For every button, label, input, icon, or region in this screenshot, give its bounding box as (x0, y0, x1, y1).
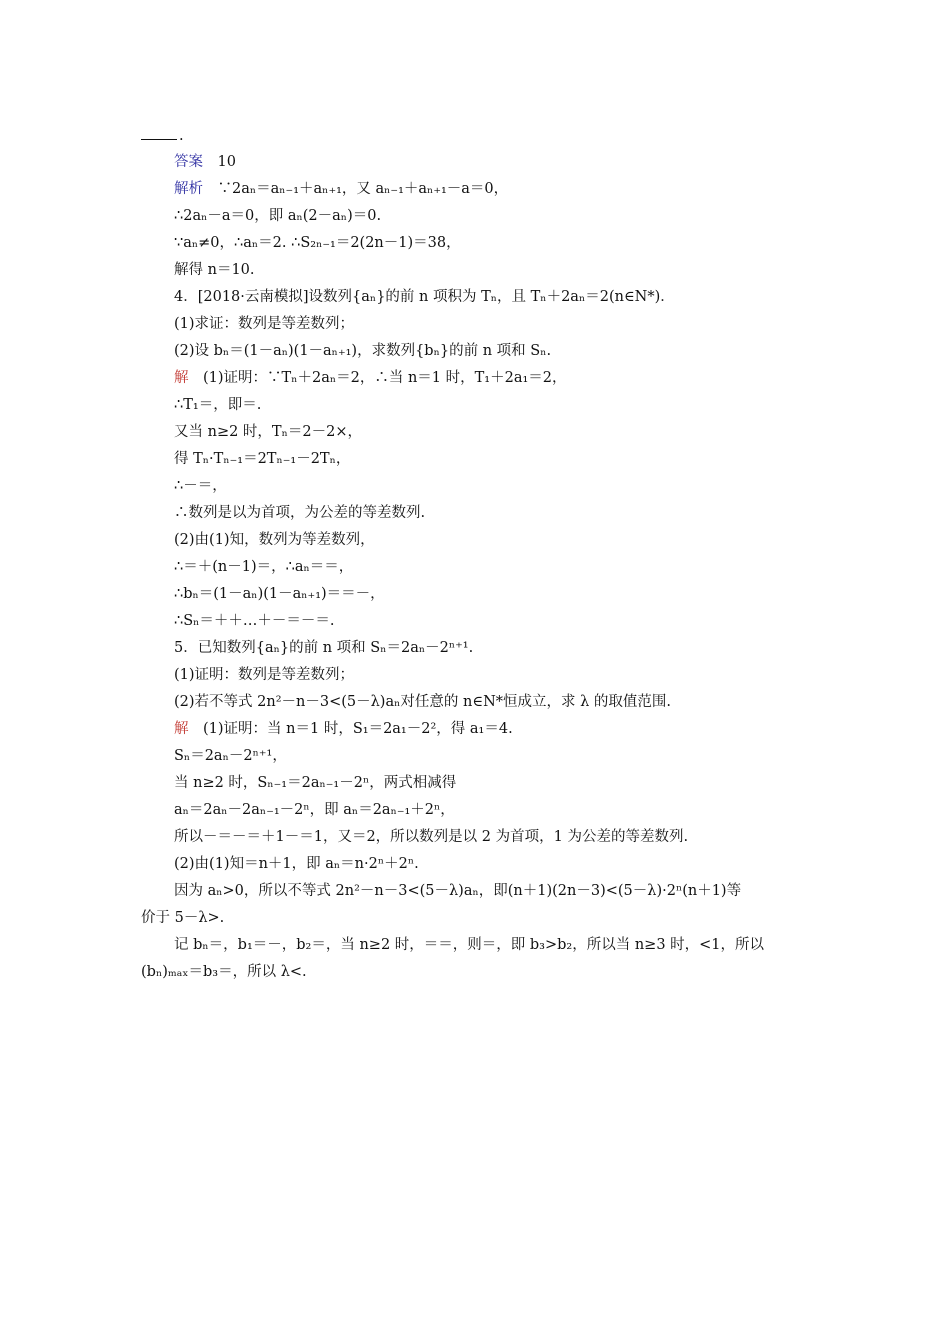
line-text: (1)证明：当 n＝1 时，S₁＝2a₁－2²，得 a₁＝4. (188, 721, 513, 737)
answer-blank (141, 127, 177, 140)
text-line (174, 854, 419, 874)
text-line (174, 260, 255, 280)
line-text: (2)设 bₙ＝(1－aₙ)(1－aₙ₊₁)，求数列{bₙ}的前 n 项和 Sₙ. (174, 343, 552, 359)
line-text: . (179, 128, 184, 144)
line-text: ∵2aₙ＝aₙ₋₁＋aₙ₊₁，又 aₙ₋₁＋aₙ₊₁－a＝0， (203, 181, 509, 197)
line-text: (bₙ)ₘₐₓ＝b₃＝，所以 λ<. (141, 964, 307, 980)
line-text: (2)由(1)知，数列为等差数列， (174, 532, 375, 548)
line-text: 当 n≥2 时，Sₙ₋₁＝2aₙ₋₁－2ⁿ，两式相减得 (174, 775, 457, 791)
section-label: 解 (174, 370, 189, 386)
text-line (174, 449, 350, 469)
line-text: ∴T₁＝，即＝. (174, 397, 262, 413)
line-text: (2)若不等式 2n²－n－3<(5－λ)aₙ对任意的 n∈N*恒成立，求 λ 的取值范围. (174, 694, 672, 710)
text-line (174, 233, 461, 253)
text-line (174, 881, 741, 901)
text-line (174, 719, 513, 739)
line-text: 因为 aₙ>0，所以不等式 2n²－n－3<(5－λ)aₙ，即(n＋1)(2n－3)<(5－λ)·2ⁿ(n＋1)等 (174, 883, 742, 899)
line-text: 5．已知数列{aₙ}的前 n 项和 Sₙ＝2aₙ－2ⁿ⁺¹. (174, 640, 474, 656)
line-text: ∴－＝， (174, 478, 227, 494)
line-text: (1)证明：数列是等差数列； (174, 667, 355, 683)
text-line (174, 179, 508, 199)
text-line (141, 962, 307, 982)
text-line (174, 530, 375, 550)
text-line (174, 287, 675, 307)
text-line (174, 422, 362, 442)
line-text: (1)求证：数列是等差数列； (174, 316, 355, 332)
text-line (174, 503, 425, 523)
text-line (141, 908, 224, 928)
text-line (174, 665, 354, 685)
line-text: 所以－＝－＝＋1－＝1，又＝2，所以数列是以 2 为首项，1 为公差的等差数列. (174, 829, 689, 845)
line-text: ∴数列是以为首项，为公差的等差数列. (174, 505, 426, 521)
line-text: Sₙ＝2aₙ－2ⁿ⁺¹， (174, 748, 287, 764)
line-text: (1)证明：∵Tₙ＋2aₙ＝2，∴当 n＝1 时，T₁＋2a₁＝2， (188, 370, 567, 386)
line-text: 解得 n＝10. (174, 262, 255, 278)
text-line (174, 638, 473, 658)
line-text: ∴Sₙ＝＋＋…＋－＝－＝. (174, 613, 335, 629)
text-line (174, 584, 385, 604)
text-line (174, 827, 688, 847)
text-line (174, 395, 261, 415)
text-line (174, 152, 236, 172)
line-text: 4．[2018·云南模拟]设数列{aₙ}的前 n 项积为 Tₙ，且 Tₙ＋2aₙ＝2(n∈N*)． (174, 289, 675, 305)
section-label: 解析 (174, 181, 203, 197)
section-label: 答案 (174, 154, 203, 170)
text-line (174, 206, 381, 226)
line-text: 10 (203, 154, 236, 170)
text-line (174, 368, 567, 388)
line-text: 记 bₙ＝，b₁＝－，b₂＝，当 n≥2 时，＝＝，则＝，即 b₃>b₂，所以当 n≥3 时，<1，所以 (174, 937, 765, 953)
line-text: ∴＝＋(n－1)＝，∴aₙ＝＝， (174, 559, 354, 575)
text-line (141, 126, 184, 146)
text-line (174, 314, 354, 334)
text-line (174, 800, 455, 820)
text-line (174, 611, 335, 631)
line-text: 价于 5－λ>. (141, 910, 225, 926)
line-text: 又当 n≥2 时，Tₙ＝2－2×， (174, 424, 362, 440)
line-text: 得 Tₙ·Tₙ₋₁＝2Tₙ₋₁－2Tₙ， (174, 451, 351, 467)
section-label: 解 (174, 721, 189, 737)
line-text: ∴2aₙ－a＝0，即 aₙ(2－aₙ)＝0. (174, 208, 382, 224)
text-line (174, 746, 287, 766)
text-line (174, 341, 551, 361)
text-line (174, 935, 764, 955)
text-line (174, 773, 456, 793)
line-text: ∵aₙ≠0，∴aₙ＝2. ∴S₂ₙ₋₁＝2(2n－1)＝38， (174, 235, 461, 251)
text-line (174, 476, 227, 496)
text-line (174, 692, 671, 712)
text-line (174, 557, 353, 577)
line-text: (2)由(1)知＝n＋1，即 aₙ＝n·2ⁿ＋2ⁿ. (174, 856, 419, 872)
line-text: ∴bₙ＝(1－aₙ)(1－aₙ₊₁)＝＝－， (174, 586, 385, 602)
line-text: aₙ＝2aₙ－2aₙ₋₁－2ⁿ，即 aₙ＝2aₙ₋₁＋2ⁿ， (174, 802, 455, 818)
